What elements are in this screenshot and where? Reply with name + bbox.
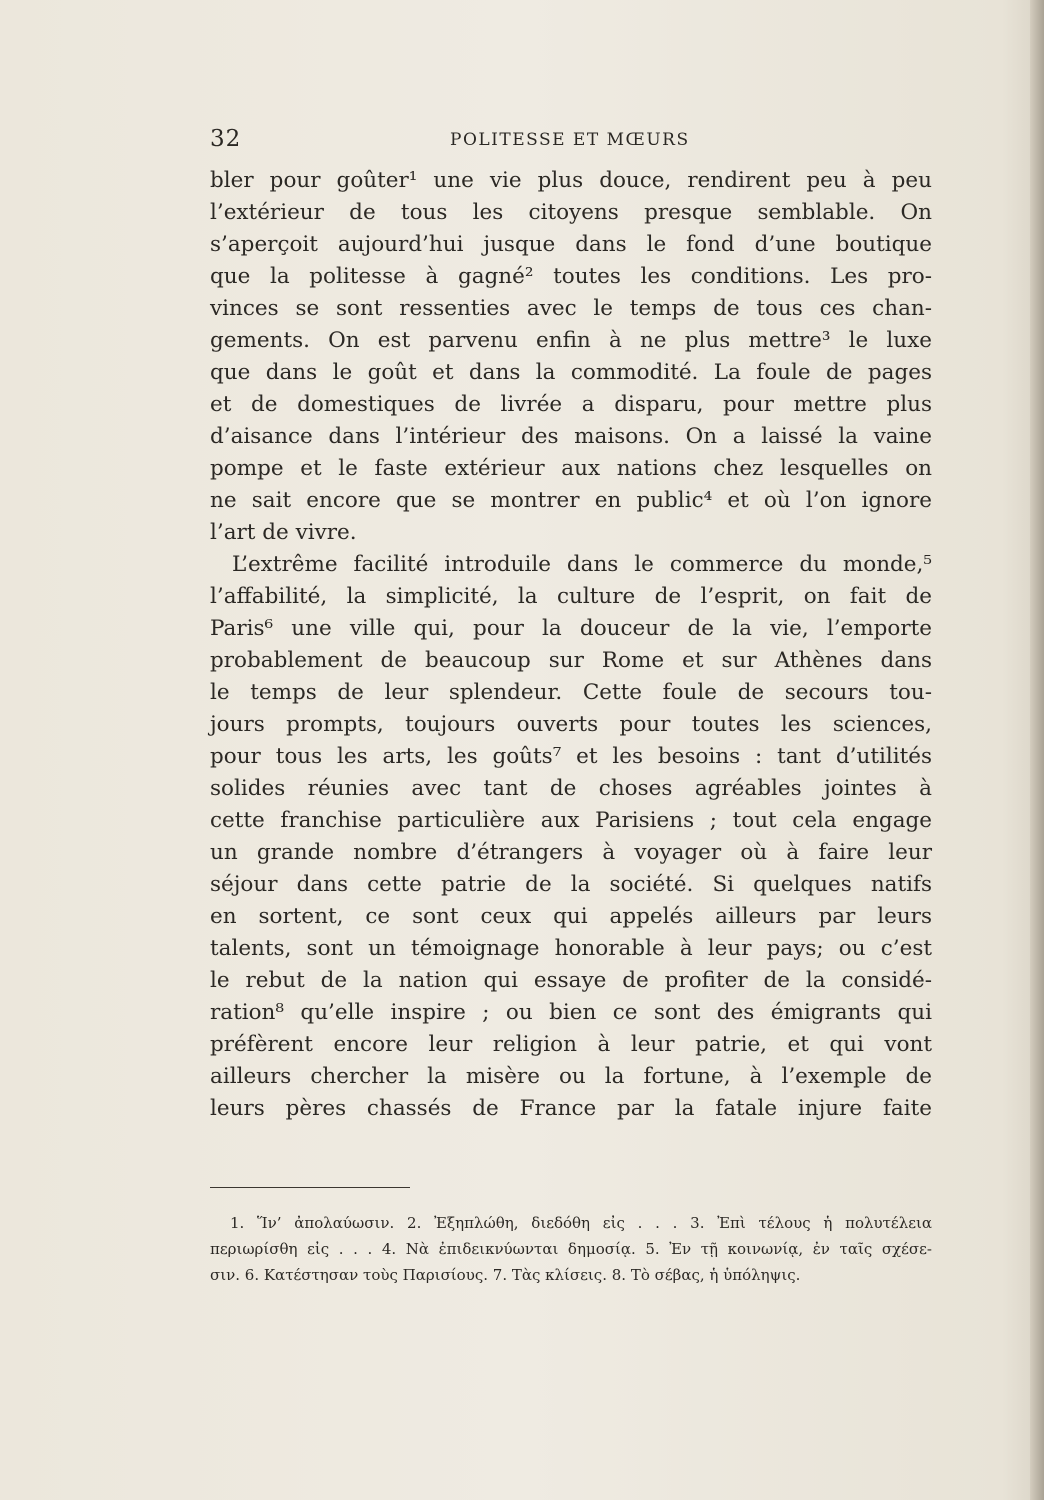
text-line: jours prompts, toujours ouverts pour toutes les sciences,: [210, 712, 932, 737]
page-edge-shadow: [1030, 0, 1044, 1500]
text-line: vinces se sont ressenties avec le temps de tous ces chan-: [210, 296, 932, 321]
text-line: préfèrent encore leur religion à leur patrie, et qui vont: [210, 1032, 932, 1057]
footnote-line: 1. Ἵν’ ἀπολαύωσιν. 2. Ἐξηπλώθη, διεδόθη εἰς . . . 3. Ἐπὶ τέλους ἡ πολυτέλεια: [230, 1214, 932, 1232]
text-line: Paris⁶ une ville qui, pour la douceur de la vie, l’emporte: [210, 616, 932, 641]
text-line: leurs pères chassés de France par la fatale injure faite: [210, 1096, 932, 1121]
text-line: s’aperçoit aujourd’hui jusque dans le fond d’une boutique: [210, 232, 932, 257]
text-line: talents, sont un témoignage honorable à leur pays; ou c’est: [210, 936, 932, 961]
text-line: le rebut de la nation qui essaye de profiter de la considé-: [210, 968, 932, 993]
text-line: d’aisance dans l’intérieur des maisons. On a laissé la vaine: [210, 424, 932, 449]
text-line: bler pour goûter¹ une vie plus douce, rendirent peu à peu: [210, 168, 932, 193]
text-line: et de domestiques de livrée a disparu, pour mettre plus: [210, 392, 932, 417]
text-line: que dans le goût et dans la commodité. La foule de pages: [210, 360, 932, 385]
text-line: l’extérieur de tous les citoyens presque semblable. On: [210, 200, 932, 225]
text-line: un grande nombre d’étrangers à voyager où à faire leur: [210, 840, 932, 865]
footnote-line: σιν. 6. Κατέστησαν τοὺς Παρισίους. 7. Τὰς κλίσεις. 8. Τὸ σέβας, ἡ ὑπόληψις.: [210, 1266, 801, 1284]
body-text: [210, 165, 932, 1125]
text-line: gements. On est parvenu enfin à ne plus mettre³ le luxe: [210, 328, 932, 353]
page-number: 32: [210, 126, 242, 152]
text-line: solides réunies avec tant de choses agréables jointes à: [210, 776, 932, 801]
text-line: séjour dans cette patrie de la société. Si quelques natifs: [210, 872, 932, 897]
text-line: pompe et le faste extérieur aux nations chez lesquelles on: [210, 456, 932, 481]
text-line: ne sait encore que se montrer en public⁴ et où l’on ignore: [210, 488, 932, 513]
text-line: ailleurs chercher la misère ou la fortune, à l’exemple de: [210, 1064, 932, 1089]
text-line: l’affabilité, la simplicité, la culture de l’esprit, on fait de: [210, 584, 932, 609]
text-line: en sortent, ce sont ceux qui appelés ailleurs par leurs: [210, 904, 932, 929]
text-line: L’extrême facilité introduile dans le commerce du monde,⁵: [232, 552, 932, 577]
text-line: que la politesse à gagné² toutes les conditions. Les pro-: [210, 264, 932, 289]
footnote-rule: [210, 1187, 410, 1188]
footnote-line: περιωρίσθη εἰς . . . 4. Νὰ ἐπιδεικνύωνται δημοσίᾳ. 5. Ἐν τῇ κοινωνίᾳ, ἐν ταῖς σχέσε-: [210, 1240, 932, 1258]
text-line: cette franchise particulière aux Parisiens ; tout cela engage: [210, 808, 932, 833]
running-title: POLITESSE ET MŒURS: [450, 130, 690, 150]
text-line: pour tous les arts, les goûts⁷ et les besoins : tant d’utilités: [210, 744, 932, 769]
text-line: probablement de beaucoup sur Rome et sur Athènes dans: [210, 648, 932, 673]
footnotes: [210, 1210, 932, 1288]
page-header: [210, 126, 930, 156]
text-line: l’art de vivre.: [210, 520, 357, 545]
text-line: ration⁸ qu’elle inspire ; ou bien ce sont des émigrants qui: [210, 1000, 932, 1025]
text-line: le temps de leur splendeur. Cette foule de secours tou-: [210, 680, 932, 705]
